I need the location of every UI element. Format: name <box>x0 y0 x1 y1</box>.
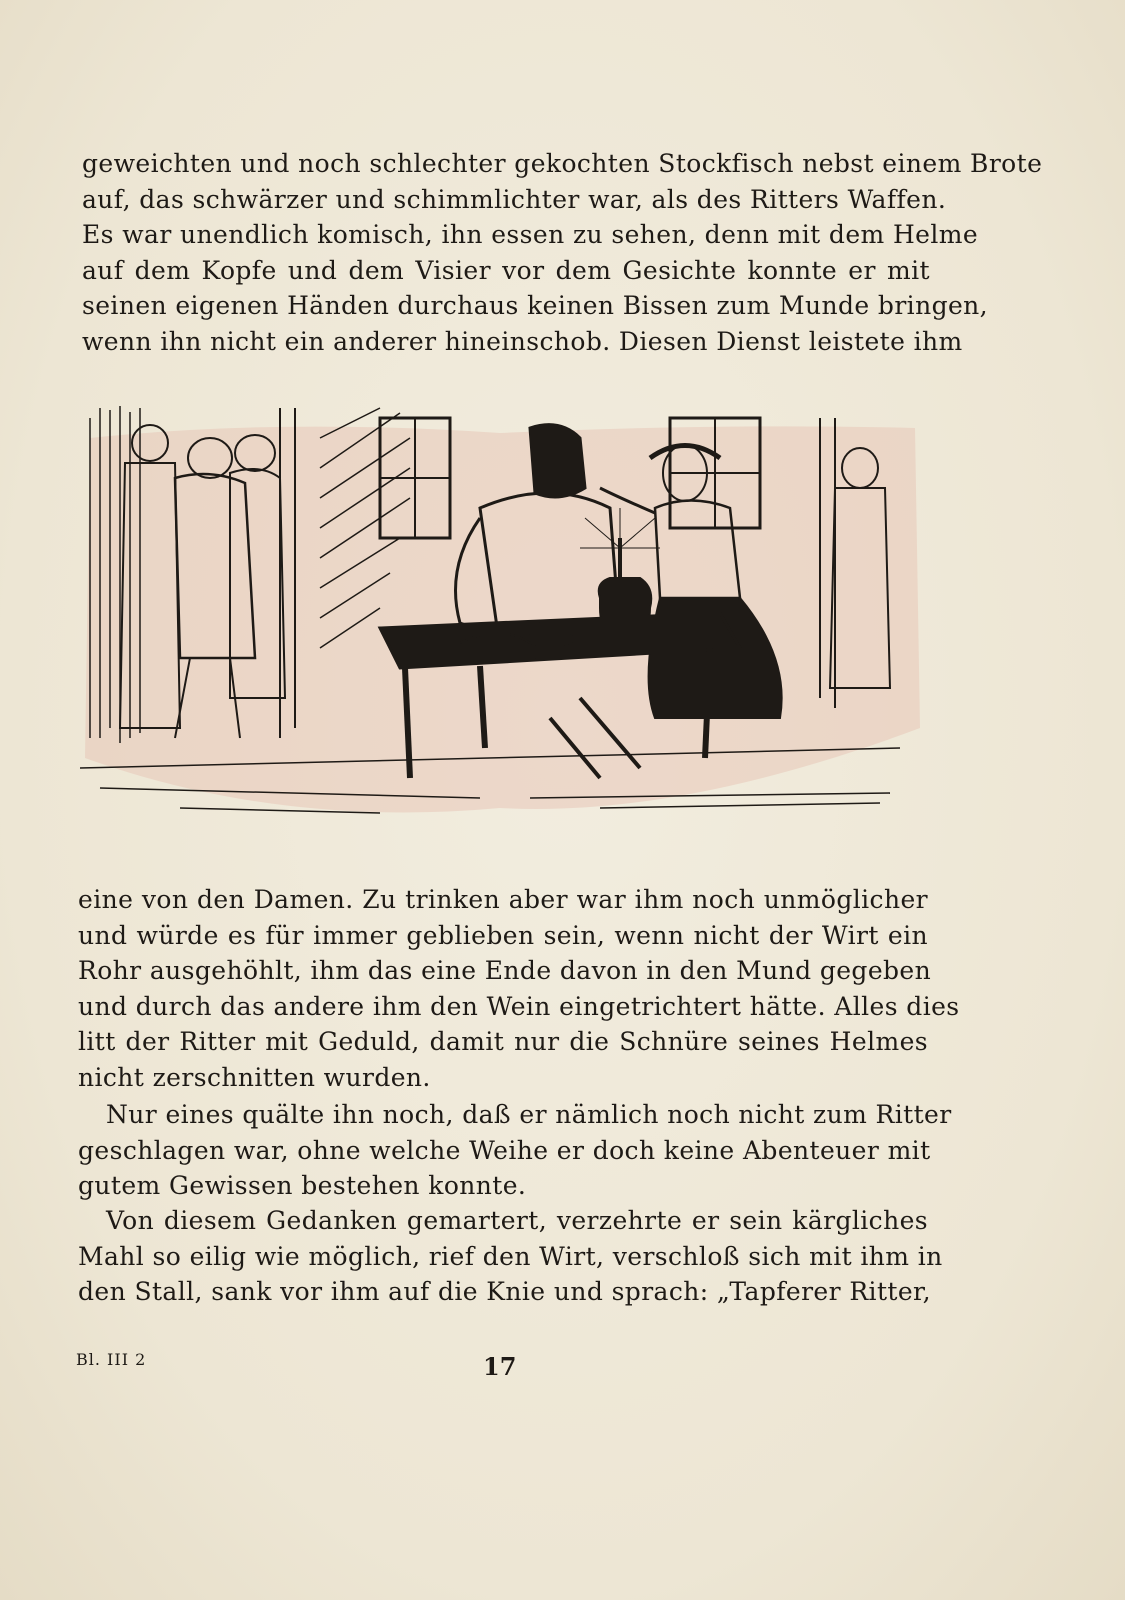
paragraph-3 <box>78 1203 943 1310</box>
text-line: wenn ihn nicht ein anderer hineinschob. Diesen Dienst leistete ihm <box>82 326 963 356</box>
text-line: Mahl so eilig wie möglich, rief den Wirt, verschloß sich mit ihm in <box>78 1241 943 1271</box>
text-line: geschlagen war, ohne welche Weihe er doch keine Abenteuer mit <box>78 1135 931 1165</box>
printer-signature: Bl. III 2 <box>76 1350 147 1369</box>
text-line: Es war unendlich komisch, ihn essen zu sehen, denn mit dem Helme <box>82 220 979 250</box>
text-block-bottom <box>78 882 960 1096</box>
text-line: seinen eigenen Händen durchaus keinen Bissen zum Munde bringen, <box>82 291 989 321</box>
color-wash <box>85 426 920 812</box>
page-number: 17 <box>483 1352 517 1381</box>
text-line: und durch das andere ihm den Wein eingetrichtert hätte. Alles dies <box>78 991 960 1021</box>
text-line: Nur eines quälte ihn noch, daß er nämlich noch nicht zum Ritter <box>106 1100 952 1129</box>
text-line: auf dem Kopfe und dem Visier vor dem Gesichte konnte er mit <box>82 255 930 285</box>
tavern-illustration <box>80 398 923 843</box>
paragraph-2 <box>78 1097 952 1204</box>
text-line: Von diesem Gedanken gemartert, verzehrte er sein kärgliches <box>106 1206 928 1235</box>
text-line: gutem Gewissen bestehen konnte. <box>78 1171 527 1201</box>
text-line: nicht zerschnitten wurden. <box>78 1062 431 1092</box>
text-line: den Stall, sank vor ihm auf die Knie und sprach: „Tapferer Ritter, <box>78 1277 931 1307</box>
text-line: auf, das schwärzer und schimmlichter war, als des Ritters Waffen. <box>82 184 947 214</box>
text-line: eine von den Damen. Zu trinken aber war ihm noch unmöglicher <box>78 885 928 914</box>
text-line: und würde es für immer geblieben sein, wenn nicht der Wirt ein <box>78 920 928 950</box>
text-line: geweichten und noch schlechter gekochten Stockfisch nebst einem Brote <box>82 149 1043 178</box>
text-block-top <box>82 146 1043 360</box>
text-line: litt der Ritter mit Geduld, damit nur die Schnüre seines Helmes <box>78 1027 928 1057</box>
text-line: Rohr ausgehöhlt, ihm das eine Ende davon in den Mund gegeben <box>78 956 932 986</box>
